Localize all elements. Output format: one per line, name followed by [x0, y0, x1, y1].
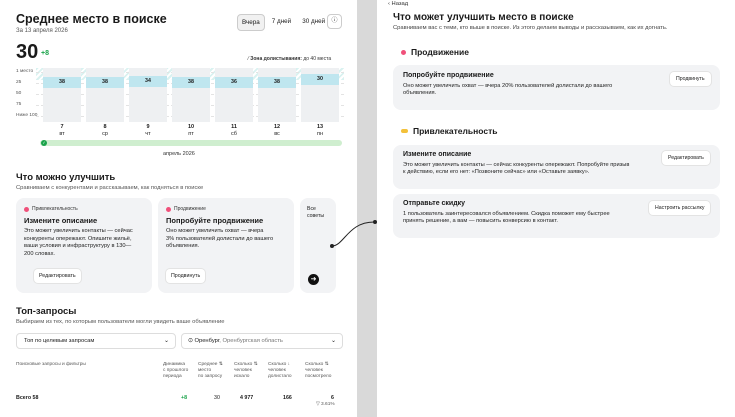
total-viewed-percent: ▽ 3.61% [316, 402, 335, 407]
tip-text: Оно может увеличить охват — вчера 3% пользователей долистали до вашего объявления. [166, 228, 274, 250]
tip-title: Измените описание [24, 216, 98, 225]
period-7-days-tab[interactable]: 7 дней [271, 18, 292, 25]
position-chart [16, 68, 344, 128]
x-tick-label: 7 вт [59, 124, 65, 137]
chart-column[interactable] [172, 68, 210, 122]
tip-text: Оно может увеличить охват — вчера 20% пользователей долистали до вашего объявления. [403, 83, 613, 97]
tip-text: Это может увеличить контакты — сейчас конкуренты опережают. Попробуйте призыв к действию, если его нет: «Позвоните сейчас» или «Оставьте заявку». [403, 162, 630, 176]
y-tick-label: 1 место [16, 69, 34, 74]
edit-button[interactable]: Редактировать [34, 269, 81, 283]
chart-value-label: 38 [258, 77, 296, 88]
chart-value-label: 38 [43, 77, 81, 88]
zone-icon: ⁄ [248, 56, 251, 62]
query-filter-select[interactable]: Топ по целевым запросам ⌄ [16, 333, 176, 349]
panel-gap [357, 0, 377, 417]
tip-promotion [393, 65, 720, 110]
total-dynamics: +8 [181, 395, 188, 401]
total-viewed: 6 [331, 395, 334, 401]
y-tick-label: Ниже 100 [16, 113, 38, 118]
x-tick-label: 10 пт [187, 124, 195, 137]
tip-tag: Привлекательность [32, 206, 78, 212]
tip-text: 1 пользователь заинтересовался объявлением. Скидка поможет ему быстрее принять решение, а вам — повысить конверсию в контакт. [403, 211, 610, 225]
attractiveness-icon [401, 129, 408, 133]
total-searched: 4 977 [240, 395, 254, 401]
connector-arrow [330, 218, 380, 248]
date-label: За 13 апреля 2026 [16, 28, 68, 34]
region-select[interactable]: ⊙ Оренбург, Оренбургская область ⌄ [181, 333, 343, 349]
x-tick-label: 13 пн [316, 124, 324, 137]
col-viewed-header[interactable]: Сколько ⇅ человек посмотрело [305, 362, 332, 379]
tip-text: Это может увеличить контакты — сейчас конкуренты опережают. Опишите жильё, ваши условия и инфраструктуру в 130— 200 словах. [24, 228, 133, 257]
tip-card-description[interactable] [16, 198, 152, 293]
search-position-panel [0, 0, 357, 417]
section-promotion: Продвижение [401, 47, 469, 57]
chart-value-label: 30 [301, 74, 339, 85]
chart-value-label: 38 [172, 77, 210, 88]
info-icon[interactable]: ⓘ [327, 14, 342, 29]
chart-column[interactable] [43, 68, 81, 122]
tip-change-description [393, 145, 720, 189]
location-icon: ⊙ [188, 338, 195, 344]
check-icon: ✓ [42, 140, 46, 145]
tip-tag: Продвижение [174, 206, 206, 212]
x-tick-label: 8 ср [102, 124, 108, 137]
period-30-days-tab[interactable]: 30 дней [302, 18, 326, 25]
col-scrolled-header[interactable]: Сколько ↓ человек долистало [268, 362, 292, 379]
period-yesterday-tab[interactable]: Вчера [237, 14, 265, 31]
average-position-value: 30 [16, 41, 39, 63]
chart-value-label: 38 [86, 77, 124, 88]
y-tick-label: 25 [16, 80, 22, 85]
total-row-label: Всего 58 [16, 395, 39, 401]
total-avg-place: 30 [214, 395, 220, 401]
chart-column[interactable] [86, 68, 124, 122]
top-queries-subtitle: Выбираем из тех, по которым пользователи могли увидеть ваше объявление [16, 319, 225, 325]
status-timeline [40, 140, 342, 146]
y-tick-label: 50 [16, 91, 22, 96]
attractiveness-icon [24, 207, 29, 212]
improve-title: Что можно улучшить [16, 172, 116, 183]
top-queries-title: Топ-запросы [16, 306, 77, 317]
total-scrolled: 166 [283, 395, 292, 401]
setup-mailing-button[interactable]: Настроить рассылку [649, 201, 710, 215]
month-label: апрель 2026 [163, 151, 195, 157]
tip-title: Попробуйте продвижение [166, 216, 264, 225]
promote-button[interactable]: Продвинуть [166, 269, 205, 283]
col-searched-header[interactable]: Сколько ⇅ человек искало [234, 362, 258, 379]
arrow-right-icon[interactable]: ➜ [308, 274, 319, 285]
position-delta: +8 [41, 50, 49, 57]
period-switcher [237, 14, 329, 31]
chevron-down-icon: ⌄ [163, 338, 169, 344]
col-query-header: Поисковые запросы и фильтры [16, 362, 86, 367]
y-tick-label: 75 [16, 102, 22, 107]
tip-card-promotion[interactable] [158, 198, 294, 293]
all-tips-label: Все советы [307, 206, 325, 219]
scroll-zone-label: ⁄ Зона долистывания: до 40 места [248, 56, 332, 62]
col-dynamics-header[interactable]: Динамика с прошлого периода [163, 362, 189, 379]
x-tick-label: 11 сб [231, 124, 237, 137]
col-avg-place-header[interactable]: Среднее ⇅ место по запросу [198, 362, 223, 379]
promote-button[interactable]: Продвинуть [670, 72, 711, 86]
x-tick-label: 9 чт [145, 124, 151, 137]
back-link[interactable]: ‹ Назад [388, 1, 409, 7]
improvements-subtitle: Сравниваем вас с теми, кто выше в поиске. Из этого делаем выводы и рассказываем, как их догнать. [393, 25, 668, 31]
tip-title: Отправьте скидку [403, 200, 466, 207]
improve-subtitle: Сравниваем с конкурентами и рассказываем, как подняться в поиске [16, 185, 204, 191]
section-attractiveness: Привлекательность [401, 126, 497, 136]
edit-button[interactable]: Редактировать [662, 151, 710, 165]
promotion-icon [166, 207, 171, 212]
tip-send-discount [393, 194, 720, 238]
chart-column[interactable] [258, 68, 296, 122]
page-title: Среднее место в поиске [16, 12, 167, 26]
tip-title: Попробуйте продвижение [403, 72, 494, 79]
promotion-icon [401, 50, 406, 55]
chevron-down-icon: ⌄ [330, 338, 336, 344]
chart-value-label: 36 [215, 77, 253, 88]
improvements-panel [377, 0, 735, 417]
x-tick-label: 12 вс [273, 124, 281, 137]
tip-title: Измените описание [403, 151, 472, 158]
chart-value-label: 34 [129, 76, 167, 87]
improvements-title: Что может улучшить место в поиске [393, 12, 574, 23]
